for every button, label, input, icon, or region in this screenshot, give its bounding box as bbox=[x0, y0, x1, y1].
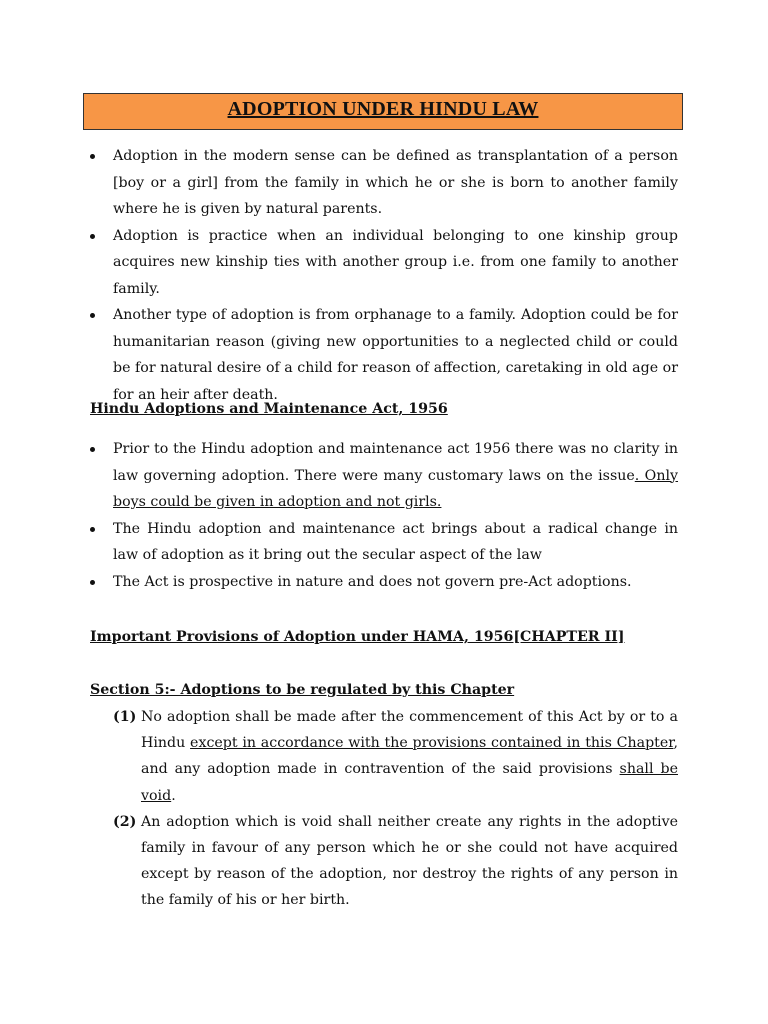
act-bullet-list bbox=[90, 436, 678, 595]
item-text: No adoption shall be made after the commencement of this Act by or to a Hindu bbox=[141, 709, 678, 752]
page-title: ADOPTION UNDER HINDU LAW bbox=[227, 98, 539, 120]
list-item bbox=[113, 809, 678, 914]
item-text: . bbox=[171, 787, 176, 804]
title-banner bbox=[83, 93, 683, 130]
item-text: , and any adoption made in contravention of the said provisions bbox=[141, 735, 679, 778]
act-heading: Hindu Adoptions and Maintenance Act, 1956 bbox=[90, 401, 448, 417]
list-item bbox=[90, 569, 678, 596]
bullet-icon bbox=[90, 580, 95, 585]
act-bullet-text: The Act is prospective in nature and does not govern pre-Act adoptions. bbox=[113, 573, 632, 590]
intro-bullet-list bbox=[90, 143, 678, 408]
item-number: (2) bbox=[113, 813, 137, 830]
intro-bullet-text: Adoption in the modern sense can be defined as transplantation of a person [boy or a girl] from the family in which he or she is born to another family where he is given by natural parents. bbox=[113, 148, 678, 217]
list-item bbox=[90, 223, 678, 303]
bullet-icon bbox=[90, 234, 95, 239]
list-item bbox=[90, 516, 678, 569]
bullet-icon bbox=[90, 527, 95, 532]
list-item bbox=[90, 436, 678, 516]
item-underlined-text: except in accordance with the provisions contained in this Chapter bbox=[190, 735, 674, 752]
act-bullet-text: Prior to the Hindu adoption and maintenance act 1956 there was no clarity in law governing adoption. There were many customary laws on the issue bbox=[113, 441, 678, 484]
item-number: (1) bbox=[113, 709, 137, 725]
list-item bbox=[113, 704, 678, 809]
bullet-icon bbox=[90, 154, 95, 159]
act-bullet-text: The Hindu adoption and maintenance act brings about a radical change in law of adoption as it bring out the secular aspect of the law bbox=[113, 520, 678, 563]
item-text: An adoption which is void shall neither create any rights in the adoptive family in favour of any person which he or she could not have acquired except by reason of the adoption, nor destroy the rights of any person in the family of his or her birth. bbox=[141, 813, 678, 909]
item-underlined-text: shall be void bbox=[141, 761, 678, 804]
intro-section bbox=[90, 143, 678, 408]
list-item bbox=[90, 302, 678, 408]
bullet-icon bbox=[90, 313, 95, 318]
list-item bbox=[90, 143, 678, 223]
intro-bullet-text: Adoption is practice when an individual belonging to one kinship group acquires new kinship ties with another group i.e. from one family to another family. bbox=[113, 227, 678, 297]
section5-heading: Section 5:- Adoptions to be regulated by this Chapter bbox=[90, 682, 515, 698]
intro-bullet-text: Another type of adoption is from orphanage to a family. Adoption could be for humanitarian reason (giving new opportunities to a neglected child or could be for natural desire of a child for reason of affection, caretaking in old age or for an heir after death. bbox=[113, 307, 678, 403]
act-bullet-underlined-text: . Only boys could be given in adoption and not girls. bbox=[113, 467, 679, 510]
act-section bbox=[90, 436, 678, 595]
provisions-heading: Important Provisions of Adoption under HAMA, 1956[CHAPTER II] bbox=[90, 629, 625, 645]
section5-list bbox=[113, 704, 678, 914]
bullet-icon bbox=[90, 447, 95, 452]
